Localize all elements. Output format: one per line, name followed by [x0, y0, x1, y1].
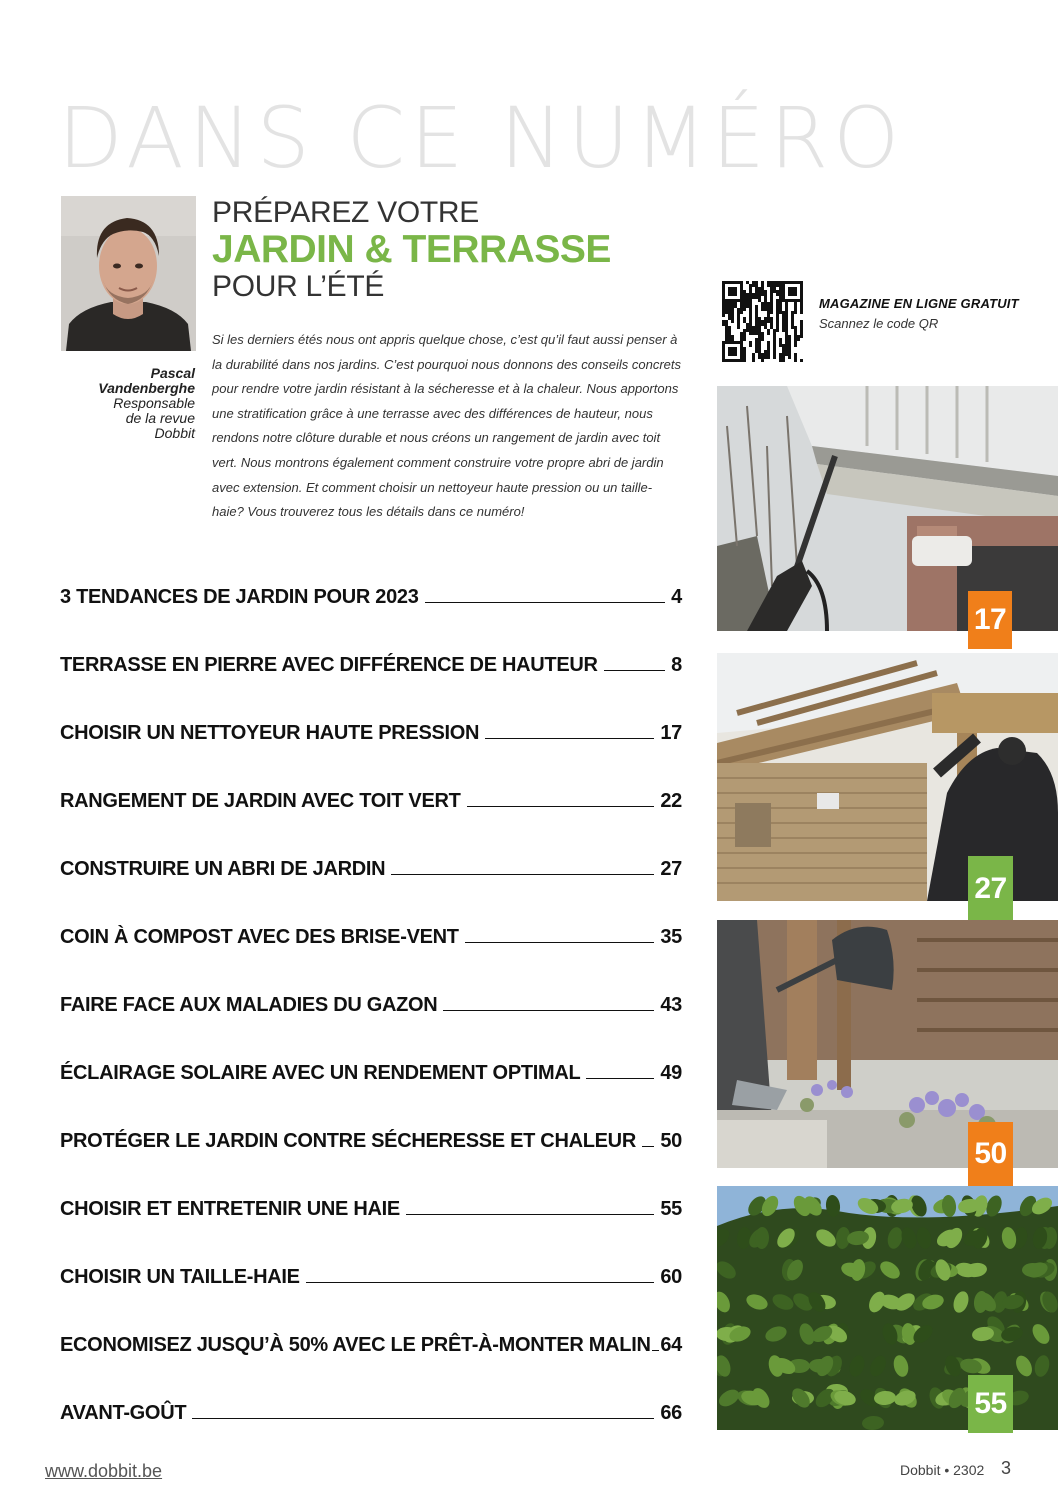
page-number: 3	[1001, 1458, 1012, 1478]
photo-badge: 17	[968, 591, 1012, 649]
online-label: MAGAZINE EN LIGNE GRATUIT	[819, 296, 1019, 311]
toc-page: 50	[660, 1130, 682, 1152]
online-instruction: Scannez le code QR	[819, 316, 939, 331]
toc-title: RANGEMENT DE JARDIN AVEC TOIT VERT	[60, 790, 461, 812]
toc-title: AVANT-GOÛT	[60, 1402, 187, 1424]
toc-leader	[604, 657, 665, 671]
toc-page: 64	[660, 1334, 682, 1356]
qr-code-icon[interactable]	[722, 281, 803, 362]
author-portrait	[61, 196, 196, 351]
toc-row[interactable]	[60, 1198, 682, 1266]
photo-badge: 55	[968, 1375, 1013, 1433]
toc-row[interactable]	[60, 994, 682, 1062]
author-role-line3: Dobbit	[154, 425, 195, 441]
toc-title: CONSTRUIRE UN ABRI DE JARDIN	[60, 858, 386, 880]
author-last-name: Vandenberghe	[98, 380, 195, 396]
headline	[212, 196, 692, 304]
toc-row[interactable]	[60, 1266, 682, 1334]
toc-leader	[306, 1269, 655, 1283]
headline-line3: POUR L’ÉTÉ	[212, 270, 385, 303]
toc-page: 4	[671, 586, 682, 608]
toc-row[interactable]	[60, 586, 682, 654]
toc-title: TERRASSE EN PIERRE AVEC DIFFÉRENCE DE HAUTEUR	[60, 654, 598, 676]
toc-row[interactable]	[60, 926, 682, 994]
toc-page: 55	[660, 1198, 682, 1220]
headline-line2: JARDIN & TERRASSE	[212, 228, 611, 271]
toc-leader	[467, 793, 655, 807]
toc-row[interactable]	[60, 858, 682, 926]
toc-title: CHOISIR UN NETTOYEUR HAUTE PRESSION	[60, 722, 480, 744]
toc-row[interactable]	[60, 790, 682, 858]
toc-row[interactable]	[60, 1402, 682, 1470]
author-role-line2: de la revue	[125, 410, 195, 426]
toc-title: PROTÉGER LE JARDIN CONTRE SÉCHERESSE ET CHALEUR	[60, 1130, 636, 1152]
toc-leader	[425, 589, 666, 603]
toc-title: 3 TENDANCES DE JARDIN POUR 2023	[60, 586, 419, 608]
toc-title: ÉCLAIRAGE SOLAIRE AVEC UN RENDEMENT OPTIMAL	[60, 1062, 581, 1084]
online-magazine-block	[819, 294, 1039, 334]
toc-leader	[642, 1133, 654, 1147]
photo-badge: 50	[968, 1122, 1013, 1186]
toc-title: ECONOMISEZ JUSQU’À 50% AVEC LE PRÊT-À-MONTER MALIN	[60, 1334, 651, 1356]
toc-leader	[465, 929, 655, 943]
toc-page: 8	[671, 654, 682, 676]
toc-page: 43	[660, 994, 682, 1016]
toc-page: 17	[660, 722, 682, 744]
author-role-line1: Responsable	[113, 395, 195, 411]
toc-leader	[406, 1201, 654, 1215]
issue-number: Dobbit • 2302	[900, 1462, 985, 1478]
toc-page: 22	[660, 790, 682, 812]
page-title: DANS CE NUMÉRO	[58, 89, 905, 187]
toc-title: CHOISIR UN TAILLE-HAIE	[60, 1266, 300, 1288]
toc-page: 60	[660, 1266, 682, 1288]
toc-leader	[586, 1065, 654, 1079]
toc-leader	[391, 861, 654, 875]
author-block	[40, 366, 195, 441]
toc-page: 35	[660, 926, 682, 948]
table-of-contents	[60, 586, 682, 1470]
toc-row[interactable]	[60, 654, 682, 722]
website-link[interactable]: www.dobbit.be	[45, 1461, 163, 1481]
toc-title: COIN À COMPOST AVEC DES BRISE-VENT	[60, 926, 459, 948]
toc-page: 49	[660, 1062, 682, 1084]
toc-leader	[192, 1405, 654, 1419]
toc-leader	[443, 997, 654, 1011]
photo-badge: 27	[968, 856, 1013, 922]
toc-row[interactable]	[60, 1062, 682, 1130]
toc-title: CHOISIR ET ENTRETENIR UNE HAIE	[60, 1198, 400, 1220]
toc-row[interactable]	[60, 722, 682, 790]
intro-text: Si les derniers étés nous ont appris quelque chose, c’est qu’il faut aussi penser à la durabilité dans nos jardins. C’est pourquoi nous donnons des conseils concrets pour rendre votre jardin résistant à la sécheresse et à la chaleur. Nous apportons une stratification grâce à une terrasse avec des différences de hauteur, nous rendons notre clôture durable et nous créons un rangement de jardin avec toit vert. Nous montrons également comment construire votre propre abri de jardin avec extension. Et comment choisir un nettoyeur haute pression ou un taille-haie? Vous trouverez tous les détails dans ce numéro!	[212, 332, 682, 520]
toc-title: FAIRE FACE AUX MALADIES DU GAZON	[60, 994, 438, 1016]
headline-line1: PRÉPAREZ VOTRE	[212, 196, 479, 229]
toc-page: 66	[660, 1402, 682, 1424]
toc-leader	[652, 1337, 660, 1351]
toc-leader	[485, 725, 654, 739]
author-first-name: Pascal	[150, 365, 195, 381]
toc-row[interactable]	[60, 1130, 682, 1198]
toc-row[interactable]	[60, 1334, 682, 1402]
toc-page: 27	[660, 858, 682, 880]
